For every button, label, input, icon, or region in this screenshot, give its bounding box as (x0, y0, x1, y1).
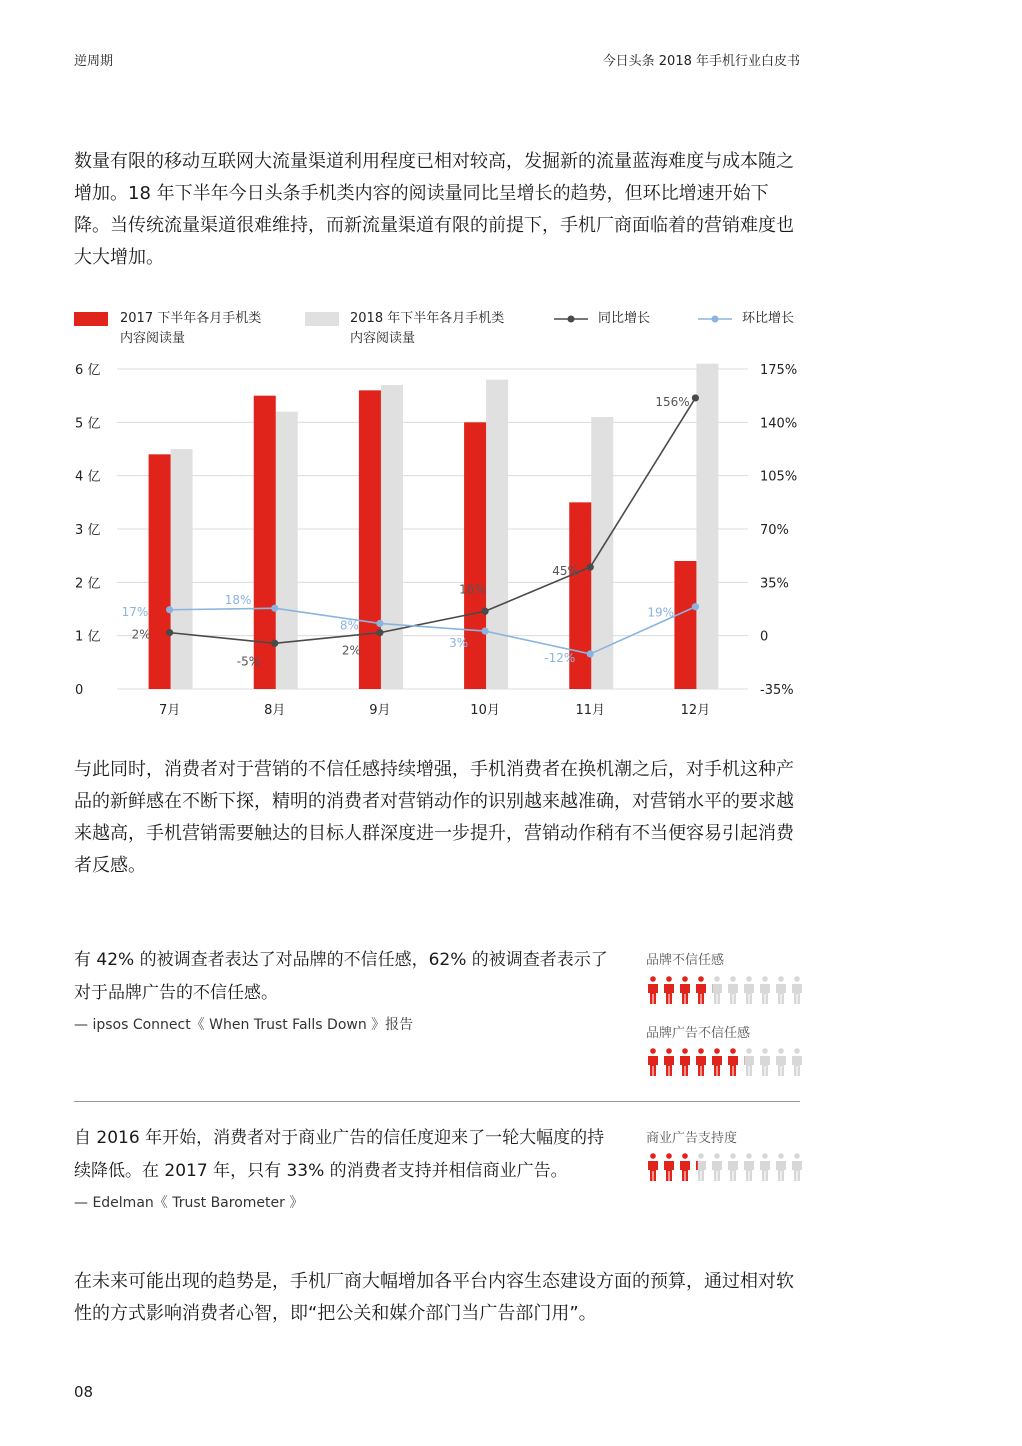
x-tick-label: 10月 (470, 703, 500, 718)
person-icon (696, 1048, 706, 1076)
bar-2017 (674, 561, 696, 689)
bar-2017 (149, 454, 171, 689)
brand-ad-distrust-people (645, 1048, 805, 1078)
person-icon (744, 976, 754, 1004)
section-divider (74, 1101, 800, 1102)
left-tick-label: 1 亿 (75, 629, 101, 645)
page-number: 08 (74, 1383, 94, 1401)
yoy-data-label: 156% (655, 394, 690, 409)
quote-edelman-source: — Edelman《 Trust Barometer 》 (74, 1195, 304, 1211)
person-icon (776, 1153, 786, 1181)
person-icon (648, 1048, 658, 1076)
legend-label-2017: 2017 下半年各月手机类 内容阅读量 (120, 311, 262, 346)
person-icon (648, 1153, 658, 1181)
right-tick-label: 140% (760, 416, 798, 432)
person-icon (728, 1153, 738, 1181)
right-tick-label: 175% (760, 363, 798, 378)
legend-yoy-line (552, 312, 590, 326)
legend-swatch-2017 (74, 312, 108, 326)
x-tick-label: 8月 (264, 703, 286, 718)
ad-support-people (645, 1153, 805, 1183)
right-tick-label: 105% (760, 469, 798, 485)
person-icon (680, 976, 690, 1004)
right-tick-label: -35% (760, 683, 794, 698)
yoy-data-label: 45% (552, 564, 579, 579)
person-icon (680, 1048, 690, 1076)
person-icon (760, 1153, 770, 1181)
person-icon (664, 976, 674, 1004)
mom-line (170, 607, 696, 654)
yoy-point (376, 629, 383, 636)
person-icon (728, 976, 738, 1004)
future-trend-paragraph: 在未来可能出现的趋势是，手机厂商大幅增加各平台内容生态建设方面的预算，通过相对软性的方式影响消费者心智，即“把公关和媒介部门当广告部门用”。 (74, 1271, 794, 1324)
consumer-distrust-paragraph: 与此同时，消费者对于营销的不信任感持续增强，手机消费者在换机潮之后，对手机这种产品的新鲜感在不断下探，精明的消费者对营销动作的识别越来越准确，对营销水平的要求越来越高，手机营销需要触达的目标人群深度进一步提升，营销动作稍有不当便容易引起消费者反感。 (74, 759, 794, 876)
mom-data-label: 18% (224, 593, 252, 608)
right-tick-label: 35% (760, 576, 789, 592)
mom-data-label: 3% (449, 636, 469, 651)
left-tick-label: 3 亿 (75, 523, 101, 538)
person-icon (792, 976, 802, 1004)
mom-point (481, 627, 488, 634)
left-tick-label: 6 亿 (75, 363, 101, 378)
person-icon (712, 1048, 722, 1076)
quote-ipsos-source: — ipsos Connect《 When Trust Falls Down 》报告 (74, 1017, 414, 1033)
quote-ipsos: 有 42% 的被调查者表达了对品牌的不信任感，62% 的被调查者表示了对于品牌广告的不信任感。 (74, 950, 608, 1003)
x-tick-label: 7月 (158, 703, 181, 718)
brand-ad-distrust-title: 品牌广告不信任感 (646, 1026, 751, 1041)
reading-volume-chart (60, 355, 810, 725)
left-tick-label: 2 亿 (75, 576, 101, 592)
brand-distrust-title: 品牌不信任感 (646, 953, 725, 968)
yoy-point (692, 394, 699, 401)
header-left: 逆周期 (74, 54, 114, 69)
bar-2017 (359, 390, 381, 689)
person-icon (776, 976, 786, 1004)
brand-distrust-people (645, 976, 805, 1006)
person-icon (728, 1048, 738, 1076)
left-tick-label: 0 (75, 683, 84, 698)
yoy-data-label: 16% (459, 582, 486, 597)
person-icon (792, 1048, 802, 1076)
right-tick-label: 0 (760, 629, 769, 645)
person-icon (712, 976, 722, 1004)
person-icon (792, 1153, 802, 1181)
person-icon (744, 1153, 754, 1181)
mom-point (376, 620, 383, 627)
quote-edelman: 自 2016 年开始，消费者对于商业广告的信任度迎来了一轮大幅度的持续降低。在 2017 年，只有 33% 的消费者支持并相信商业广告。 (74, 1128, 605, 1181)
mom-data-label: 19% (647, 605, 675, 620)
left-tick-label: 5 亿 (75, 416, 101, 432)
bar-2018 (276, 412, 298, 689)
bar-2018 (171, 449, 193, 689)
person-icon (696, 976, 706, 1004)
yoy-data-label: 2% (131, 627, 151, 642)
intro-paragraph: 数量有限的移动互联网大流量渠道利用程度已相对较高，发掘新的流量蓝海难度与成本随之增加。18 年下半年今日头条手机类内容的阅读量同比呈增长的趋势，但环比增速开始下降。当传统流量渠道很难维持，而新流量渠道有限的前提下，手机厂商面临着的营销难度也大大增加。 (74, 151, 794, 268)
person-icon (760, 976, 770, 1004)
legend-mom-line (696, 312, 734, 326)
person-icon (712, 1153, 722, 1181)
bar-2018 (696, 364, 718, 689)
x-tick-label: 9月 (369, 703, 391, 718)
bar-2018 (486, 380, 508, 689)
person-icon (664, 1153, 674, 1181)
yoy-point (481, 608, 488, 615)
x-tick-label: 11月 (575, 703, 606, 718)
ad-support-title: 商业广告支持度 (646, 1131, 738, 1146)
x-tick-label: 12月 (680, 703, 711, 718)
mom-data-label: 17% (121, 604, 149, 619)
mom-point (587, 650, 594, 657)
person-icon (664, 1048, 674, 1076)
person-icon (776, 1048, 786, 1076)
right-tick-label: 70% (760, 523, 789, 538)
yoy-point (271, 640, 278, 647)
person-icon (680, 1153, 690, 1181)
person-icon (648, 976, 658, 1004)
left-tick-label: 4 亿 (75, 469, 101, 485)
person-icon (760, 1048, 770, 1076)
mom-point (271, 605, 278, 612)
header-right: 今日头条 2018 年手机行业白皮书 (602, 54, 800, 69)
yoy-data-label: 2% (341, 643, 361, 658)
person-icon (744, 1048, 754, 1076)
yoy-point (587, 563, 594, 570)
mom-point (166, 606, 173, 613)
mom-data-label: -12% (544, 650, 576, 665)
yoy-point (166, 629, 173, 636)
legend-swatch-2018 (305, 312, 339, 326)
mom-data-label: 8% (339, 618, 359, 633)
yoy-data-label: -5% (236, 654, 261, 669)
legend-label-mom: 环比增长 (742, 311, 795, 326)
mom-point (692, 603, 699, 610)
legend-label-yoy: 同比增长 (598, 311, 651, 326)
bar-2018 (381, 385, 403, 689)
legend-label-2018: 2018 年下半年各月手机类 内容阅读量 (350, 311, 505, 346)
